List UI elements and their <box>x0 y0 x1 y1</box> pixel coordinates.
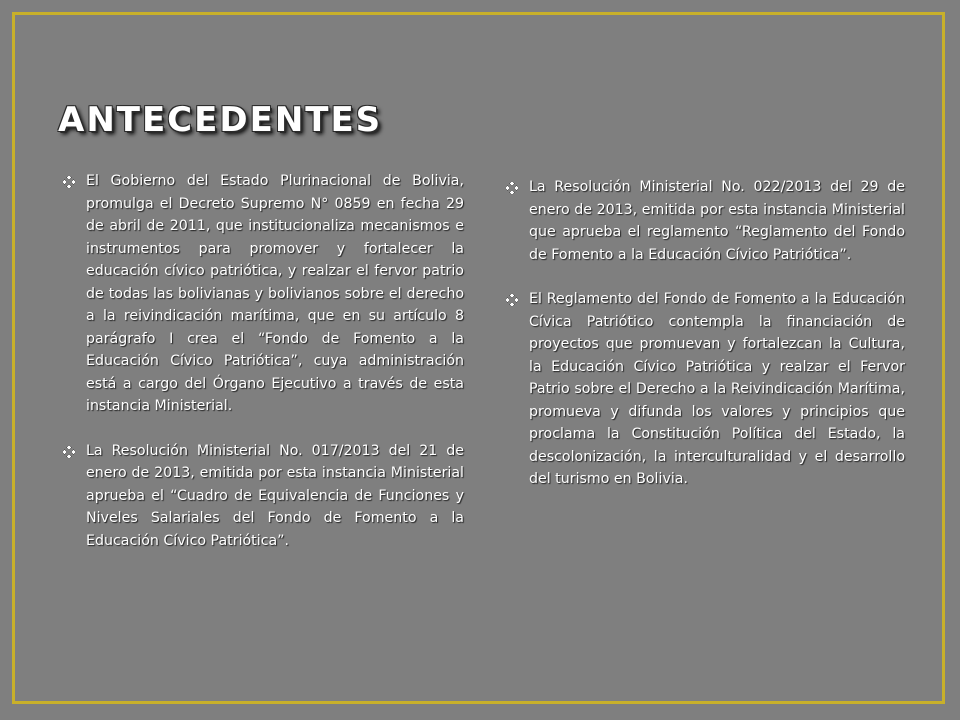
bullet-text: La Resolución Ministerial No. 022/2013 del 29 de enero de 2013, emitida por esta instancia Ministerial que aprueba el reglamento “Reglamento del Fondo de Fomento a la Educación Cívico Patriótica”. <box>529 179 905 263</box>
four-diamond-bullet-icon <box>505 181 519 195</box>
bullet-item <box>505 176 905 266</box>
left-column <box>62 170 464 574</box>
bullet-text: El Gobierno del Estado Plurinacional de Bolivia, promulga el Decreto Supremo N° 0859 en fecha 29 de abril de 2011, que institucionaliza mecanismos e instrumentos para promover y fortalecer la educación cívico patriótica, y realzar el fervor patrio de todas las bolivianas y bolivianos sobre el derecho a la reivindicación marítima, que en su artículo 8 parágrafo I crea el “Fondo de Fomento a la Educación Cívico Patriótica”, cuya administración está a cargo del Órgano Ejecutivo a través de esta instancia Ministerial. <box>86 173 464 414</box>
four-diamond-bullet-icon <box>62 175 76 189</box>
bullet-item <box>62 440 464 553</box>
right-column <box>505 176 905 513</box>
bullet-item <box>62 170 464 418</box>
bullet-item <box>505 288 905 491</box>
four-diamond-bullet-icon <box>505 293 519 307</box>
slide-title: ANTECEDENTES <box>58 100 383 140</box>
bullet-text: El Reglamento del Fondo de Fomento a la Educación Cívica Patriótico contempla la financiación de proyectos que promuevan y fortalezcan la Cultura, la Educación Cívico Patriótica y realzar el Fervor Patrio sobre el Derecho a la Reivindicación Marítima, promueva y difunda los valores y principios que proclama la Constitución Política del Estado, la descolonización, la interculturalidad y el desarrollo del turismo en Bolivia. <box>529 291 905 487</box>
four-diamond-bullet-icon <box>62 445 76 459</box>
bullet-text: La Resolución Ministerial No. 017/2013 del 21 de enero de 2013, emitida por esta instancia Ministerial aprueba el “Cuadro de Equivalencia de Funciones y Niveles Salariales del Fondo de Fomento a la Educación Cívico Patriótica”. <box>86 442 464 549</box>
